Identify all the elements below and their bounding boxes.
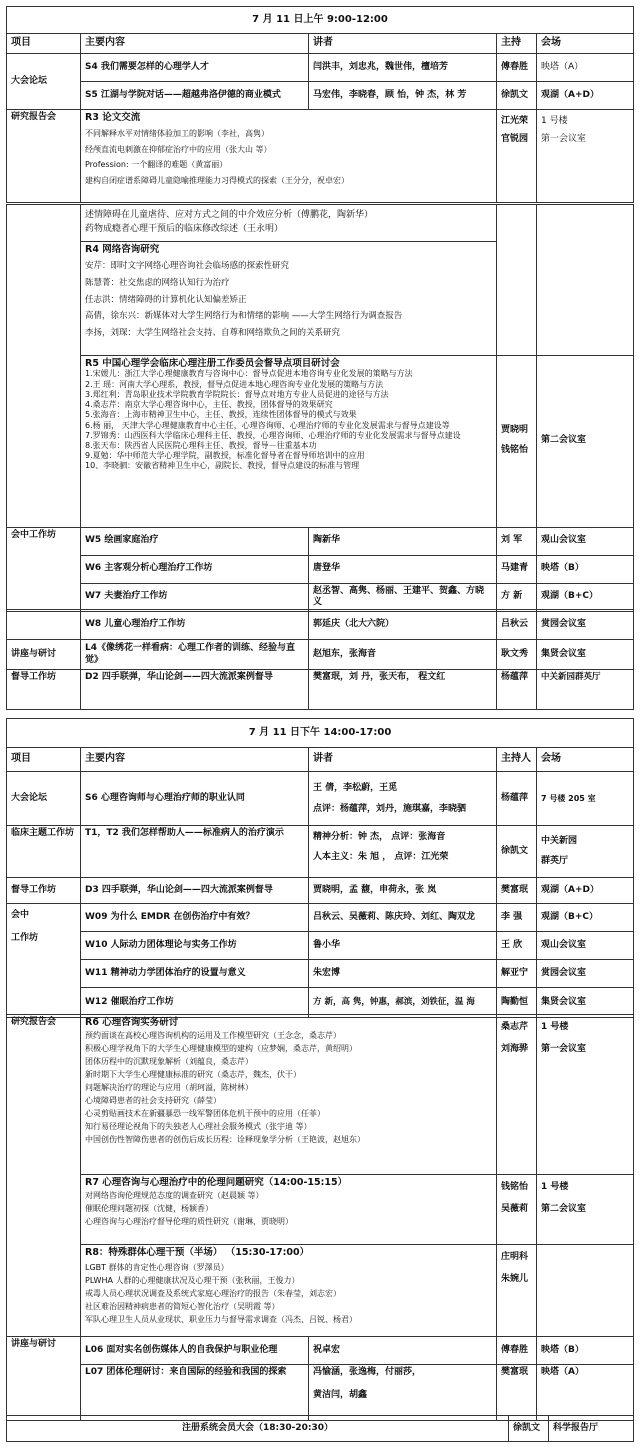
d3-speaker: 贾晓明，孟 馥，申荷永，张 岚 bbox=[309, 878, 497, 904]
t1-speakers bbox=[309, 826, 497, 878]
w8-host: 吕秋云 bbox=[497, 610, 537, 640]
r5-item: 2.王 瑶：河南大学心理系，教授，督导点促进本地心理咨询专业化发展的策略与方法 bbox=[85, 379, 384, 389]
pm-table-2 bbox=[6, 1014, 634, 1421]
r7-list bbox=[85, 1190, 492, 1228]
w10-host: 王 欣 bbox=[497, 932, 537, 960]
r6-item: 知行易径理论视角下的失独老人心理社会服务模式（张宇迪 等） bbox=[85, 1121, 312, 1131]
r3-cont-item: 述情障碍在儿童虐待、应对方式之间的中介效应分析（傅鹏花，陶新华） bbox=[85, 210, 374, 220]
w8-speaker: 郭延庆（北大六院） bbox=[309, 610, 497, 640]
closing-venue: 科学报告厅 bbox=[549, 1416, 634, 1442]
r3-cont-item: 药物成瘾者心理干预后的临床修改综述（王永明） bbox=[85, 224, 284, 235]
w7-host: 方 新 bbox=[497, 583, 537, 611]
am-workshop-label: 会中工作坊 bbox=[7, 527, 81, 611]
r7-host: 钱铭怡 吴薇莉 bbox=[497, 1175, 537, 1245]
r6-host: 桑志芹 刘海骅 bbox=[497, 1015, 537, 1175]
t1-host: 徐凯文 bbox=[497, 826, 537, 878]
r3-item: 经颅直流电刺激在抑郁症治疗中的应用（张大山 等） bbox=[85, 144, 272, 154]
s6-content: S6 心理咨询师与心理治疗师的职业认同 bbox=[81, 772, 309, 826]
l06-host: 傅春胜 bbox=[497, 1337, 537, 1365]
r5-item: 1.宋媛儿：浙江大学心理健康教育与咨询中心：督导点促进本地咨询专业化发展的策略与方法 bbox=[85, 369, 413, 379]
r8-item: 社区难治因精神病患者的简短心智化治疗（吴明霞 等） bbox=[85, 1301, 280, 1311]
s5-venue: 观湖（A+D） bbox=[537, 82, 634, 110]
r8-item: LGBT 群体的肯定性心理咨询（罗澤员） bbox=[85, 1262, 229, 1272]
pm-table-1 bbox=[6, 718, 634, 1018]
r6-item: 心灵剪贴画技术在新疆暴恐一线军警团体危机干预中的应用（任菲） bbox=[85, 1108, 325, 1118]
w6-content: W6 主客观分析心理治疗工作坊 bbox=[81, 555, 309, 583]
pm-table-closing bbox=[6, 1415, 634, 1442]
pm-clinical-label: 临床主题工作坊 bbox=[7, 826, 81, 878]
r6-item: 新时期下大学生心理健康标准的研究（桑志芹，魏杰，伏干） bbox=[85, 1069, 301, 1079]
d2-host: 杨蕴萍 bbox=[497, 670, 537, 710]
r6-item: 中国创伤性智障伤患者的创伤后成长历程：诠释现象学分析（王艳波，赵旭东） bbox=[85, 1134, 365, 1144]
pm-supervision-label: 督导工作坊 bbox=[7, 878, 81, 904]
r3-title: R3 论文交流 bbox=[85, 112, 141, 123]
r3-block bbox=[81, 110, 497, 203]
r5-item: 3.郑红利：青岛职业技术学院教育学院院长：督导点对地方专业人员促进的途径与方法 bbox=[85, 389, 389, 399]
r6-list bbox=[85, 1030, 492, 1146]
s6-venue: 7 号楼 205 室 bbox=[537, 772, 634, 826]
w5-host: 刘 军 bbox=[497, 527, 537, 555]
r4-item: 任志洪：情绪障碍的计算机化认知偏差矫正 bbox=[85, 294, 247, 305]
w5-venue: 观山会议室 bbox=[537, 527, 634, 555]
r7-item: 催眠伦理问题初探（沈健，杨颖香） bbox=[85, 1203, 213, 1213]
r8-item: 戒毒人员心理状况调查及系统式家庭心理治疗的报告（朱春莹，刘志宏） bbox=[85, 1288, 341, 1298]
t1-content: T1，T2 我们怎样帮助人——标准病人的治疗演示 bbox=[81, 826, 309, 878]
s4-content: S4 我们需要怎样的心理学人才 bbox=[81, 54, 309, 82]
r4-item: 安芹：即时文字网络心理咨询社会临场感的探索性研究 bbox=[85, 261, 290, 272]
l4-content: L4《像绣花一样看病：心理工作者的训练、经验与直觉》 bbox=[81, 640, 309, 670]
col-venue: 会场 bbox=[537, 34, 634, 54]
r5-item: 4.桑志芹：南京大学心理咨询中心，主任、教授，团体督导的效果研究 bbox=[85, 400, 333, 410]
s4-speaker: 闫洪丰，刘忠兆，魏世伟，檀培芳 bbox=[309, 54, 497, 82]
t1-speaker-2: 人本主义：朱 旭 ， 点评：江光荣 bbox=[313, 851, 449, 862]
r5-item: 10、李晓驷：安徽省精神卫生中心，副院长、教授，督导点建设的标准与管理 bbox=[85, 461, 360, 471]
r6-block bbox=[81, 1015, 497, 1175]
r8-title: R8：特殊群体心理干预（半场） （15:30-17:00） bbox=[85, 1247, 310, 1258]
l07-content: L07 团体伦理研讨：来自国际的经验和我国的探索 bbox=[81, 1365, 309, 1421]
r7-item: 心理咨询与心理治疗督导伦理的质性研究（谢琳，贾晓明） bbox=[85, 1216, 293, 1226]
d2-speaker: 樊富珉，刘 丹，张天布， 程文红 bbox=[309, 670, 497, 710]
w09-venue: 观湖（B+C） bbox=[537, 904, 634, 932]
w11-host: 解亚宁 bbox=[497, 960, 537, 988]
w12-content: W12 催眠治疗工作坊 bbox=[81, 988, 309, 1018]
s5-speaker: 马宏伟，李晓春，顾 怡，钟 杰，林 芳 bbox=[309, 82, 497, 110]
w11-content: W11 精神动力学团体治疗的设置与意义 bbox=[81, 960, 309, 988]
w7-speaker: 赵丞智、高隽、杨丽、王建平、贺鑫、方晓义 bbox=[309, 583, 497, 611]
r5-item: 9.夏勉：华中师范大学心理学院，副教授，标准化督导者在督导师培训中的应用 bbox=[85, 451, 365, 461]
w5-content: W5 绘画家庭治疗 bbox=[81, 527, 309, 555]
s6-commentator: 点评：杨蕴萍，刘丹，施琪嘉，李晓驷 bbox=[313, 803, 467, 814]
r6-item: 预约面谈在高校心理咨询机构的运用及工作模型研究（王念念，桑志芹） bbox=[85, 1030, 341, 1040]
w8-content: W8 儿童心理治疗工作坊 bbox=[81, 610, 309, 640]
r7-item: 对网络咨询伦理规范态度的调查研究（赵晨颖 等） bbox=[85, 1190, 264, 1200]
w8-venue: 赏园会议室 bbox=[537, 610, 634, 640]
w09-host: 李 强 bbox=[497, 904, 537, 932]
r3-continued bbox=[81, 205, 497, 242]
am-blank-cell bbox=[7, 205, 81, 528]
blank-host bbox=[497, 205, 537, 356]
r3-item: Profession: 一个翻译的难题（黄富丽） bbox=[85, 160, 228, 170]
r6-item: 团体历程中的沉默现象解析（刘蕴良，桑志芹） bbox=[85, 1056, 253, 1066]
am-session-title: 7 月 11 日上午 9:00-12:00 bbox=[7, 7, 634, 34]
r8-block bbox=[81, 1245, 497, 1337]
w10-content: W10 人际动力团体理论与实务工作坊 bbox=[81, 932, 309, 960]
r8-item: PLWHA 人群的心理健康状况及心理干预（张秋丽，王俊力） bbox=[85, 1275, 300, 1285]
l06-speaker: 祝卓宏 bbox=[309, 1337, 497, 1365]
r6-item: 心境障碍患者的社会支持研究（薛莹） bbox=[85, 1095, 221, 1105]
r5-item: 8.张天布：陕西省人民医院心理科主任、教授，督导－往重基本功 bbox=[85, 441, 317, 451]
am-table-3 bbox=[6, 609, 634, 710]
am-supervision-label: 督导工作坊 bbox=[7, 670, 81, 710]
col-speaker: 讲者 bbox=[309, 34, 497, 54]
r5-list bbox=[85, 369, 492, 471]
r3-host: 江光荣 官锐园 bbox=[497, 110, 537, 203]
r5-block bbox=[81, 355, 497, 527]
r7-venue: 1 号楼 第二会议室 bbox=[537, 1175, 634, 1245]
d3-content: D3 四手联弹，华山论剑——四大流派案例督导 bbox=[81, 878, 309, 904]
w5-speaker: 陶新华 bbox=[309, 527, 497, 555]
l06-content: L06 面对实名创伤媒体人的自我保护与职业伦理 bbox=[81, 1337, 309, 1365]
r5-title: R5 中国心理学会临床心理注册工作委员会督导点项目研讨会 bbox=[85, 357, 340, 369]
r6-title: R6 心理咨询实务研讨 bbox=[85, 1017, 179, 1028]
w12-venue: 集贤会议室 bbox=[537, 988, 634, 1018]
r5-item: 7.罗锦秀：山西医科大学临床心理科主任、教授，心理咨询师、心理治疗师的专业化发展需求与督导点建设 bbox=[85, 430, 461, 440]
t1-speaker-1: 精神分析：钟 杰， 点评：张海音 bbox=[313, 832, 446, 842]
s6-speakers bbox=[309, 772, 497, 826]
am-forum-label: 大会论坛 bbox=[7, 54, 81, 110]
am-table-2 bbox=[6, 204, 634, 612]
r3-list bbox=[85, 129, 492, 187]
r5-host: 贾晓明 钱铭怡 bbox=[497, 355, 537, 527]
t1-venue: 中关新园 群英厅 bbox=[537, 826, 634, 878]
l4-host: 耿文秀 bbox=[497, 640, 537, 670]
pm-session-title: 7 月 11 日下午 14:00-17:00 bbox=[7, 719, 634, 748]
r5-venue: 第二会议室 bbox=[537, 355, 634, 527]
am-table-1 bbox=[6, 6, 634, 203]
col-host: 主持 bbox=[497, 34, 537, 54]
r5-item: 6.杨 丽， 天津大学心理健康教育中心主任，心理咨询师、心理治疗师的专业化发展需求与督导点建设等 bbox=[85, 420, 450, 430]
w6-speaker: 唐登华 bbox=[309, 555, 497, 583]
w09-speaker: 吕秋云、吴薇莉、陈庆玲、刘红、陶双龙 bbox=[309, 904, 497, 932]
r6-venue: 1 号楼 第一会议室 bbox=[537, 1015, 634, 1175]
l07-speaker: 冯愉涵，张逸梅，付丽莎， 黄洁闫，胡鑫 bbox=[309, 1365, 497, 1421]
blank-venue bbox=[537, 205, 634, 356]
s4-venue: 映塔（A） bbox=[537, 54, 634, 82]
am-lecture-label: 讲座与研讨 bbox=[7, 640, 81, 670]
w8-blank bbox=[7, 610, 81, 640]
w6-venue: 映塔（B） bbox=[537, 555, 634, 583]
r4-item: 陈慧菁：社交焦虑的网络认知行为治疗 bbox=[85, 278, 230, 288]
r7-title: R7 心理咨询与心理治疗中的伦理问题研究（14:00-15:15） bbox=[85, 1177, 348, 1188]
r3-venue: 1 号楼 第一会议室 bbox=[537, 110, 634, 203]
d2-content: D2 四手联弹，华山论剑——四大流派案例督导 bbox=[81, 670, 309, 710]
s5-host: 徐凯文 bbox=[497, 82, 537, 110]
r8-host: 庄明科 朱婉儿 bbox=[497, 1245, 537, 1337]
r4-title: R4 网络咨询研究 bbox=[85, 243, 160, 255]
s6-speaker: 王 倩，李松蔚，王觅 bbox=[313, 782, 398, 793]
w11-speaker: 朱宏博 bbox=[309, 960, 497, 988]
w7-venue: 观湖（B+C） bbox=[537, 583, 634, 611]
r8-venue-blank bbox=[537, 1245, 634, 1337]
r4-item: 李扬，刘琛：大学生网络社会支持、自尊和网络欺负之间的关系研究 bbox=[85, 327, 341, 338]
r3-item: 建构自闭症谱系障碍儿童隐喻推理能力习得模式的探索（王分分，祝卓宏） bbox=[85, 176, 349, 186]
w7-content: W7 夫妻治疗工作坊 bbox=[81, 583, 309, 611]
col-speaker: 讲者 bbox=[309, 748, 497, 772]
r5-item: 5.张海音：上海市精神卫生中心，主任、教授，连续性团体督导的模式与效果 bbox=[85, 410, 357, 420]
col-item: 项目 bbox=[7, 34, 81, 54]
w12-speaker: 方 新，高 隽，钟惠，郝滨，刘铁征，温 海 bbox=[309, 988, 497, 1018]
r8-item: 军队心理卫生人员从业现状、职业压力与督导需求调查（冯杰、吕锐、杨君） bbox=[85, 1314, 357, 1324]
s6-host: 杨蕴萍 bbox=[497, 772, 537, 826]
r4-item: 高倩，徐东兴：新媒体对大学生网络行为和情绪的影响 ——大学生网络行为调查报告 bbox=[85, 311, 403, 322]
w10-speaker: 鲁小华 bbox=[309, 932, 497, 960]
pm-research-label: 研究报告会 bbox=[7, 1015, 81, 1337]
pm-workshop-label: 会中 工作坊 bbox=[7, 904, 81, 1018]
d3-venue: 观湖（A+D） bbox=[537, 878, 634, 904]
l4-venue: 集贤会议室 bbox=[537, 640, 634, 670]
r4-list bbox=[85, 261, 492, 338]
r7-block bbox=[81, 1175, 497, 1245]
d3-host: 樊富珉 bbox=[497, 878, 537, 904]
col-item: 项目 bbox=[7, 748, 81, 772]
s4-host: 傅春胜 bbox=[497, 54, 537, 82]
l4-speaker: 赵旭东，张海音 bbox=[309, 640, 497, 670]
col-content: 主要内容 bbox=[81, 34, 309, 54]
col-host: 主持人 bbox=[497, 748, 537, 772]
r3-item: 不同解释水平对情绪体验加工的影响（李社，高隽） bbox=[85, 128, 269, 138]
r6-item: 积极心理学视角下的大学生心理健康模型的建构（应梦娴，桑志芹，黄绍明） bbox=[85, 1043, 357, 1053]
s5-content: S5 江湖与学院对话——超越弗洛伊德的商业模式 bbox=[81, 82, 309, 110]
pm-lecture-label: 讲座与研讨 bbox=[7, 1337, 81, 1421]
col-venue: 会场 bbox=[537, 748, 634, 772]
l06-venue: 映塔（B） bbox=[537, 1337, 634, 1365]
r4-block bbox=[81, 241, 497, 355]
closing-content: 注册系统会员大会（18:30-20:30） bbox=[7, 1416, 509, 1442]
closing-host: 徐凯文 bbox=[509, 1416, 549, 1442]
d2-venue: 中关新园群英厅 bbox=[537, 670, 634, 710]
w11-venue: 赏园会议室 bbox=[537, 960, 634, 988]
w09-content: W09 为什么 EMDR 在创伤治疗中有效？ bbox=[81, 904, 309, 932]
w6-host: 马建青 bbox=[497, 555, 537, 583]
w10-venue: 观山会议室 bbox=[537, 932, 634, 960]
pm-forum-label: 大会论坛 bbox=[7, 772, 81, 826]
r8-list bbox=[85, 1262, 492, 1326]
w12-host: 陶勤恒 bbox=[497, 988, 537, 1018]
r6-item: 问题解决治疗的理论与应用（胡珂溢，陈树林） bbox=[85, 1082, 253, 1092]
l07-host: 樊富珉 bbox=[497, 1365, 537, 1421]
am-research-label: 研究报告会 bbox=[7, 110, 81, 203]
l07-venue: 映塔（A） bbox=[537, 1365, 634, 1421]
col-content: 主要内容 bbox=[81, 748, 309, 772]
